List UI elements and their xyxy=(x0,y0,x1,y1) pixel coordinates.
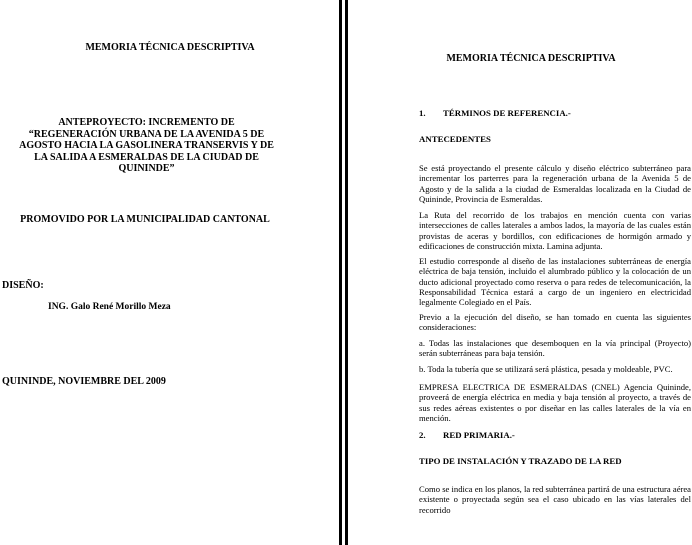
section-heading xyxy=(419,430,515,440)
cover-title: MEMORIA TÉCNICA DESCRIPTIVA xyxy=(85,42,255,53)
section-title: RED PRIMARIA.- xyxy=(443,430,515,440)
place-date: QUININDE, NOVIEMBRE DEL 2009 xyxy=(2,376,166,387)
paragraph: EMPRESA ELECTRICA DE ESMERALDAS (CNEL) Agencia Quininde, proveerá de energía eléctrica en media y baja tensión al proyecto, a través de sus redes aéreas existentes o por diseñar en las calles laterales de la vía en mención. xyxy=(419,382,691,423)
antecedentes-heading: ANTECEDENTES xyxy=(419,134,491,144)
promoter-line: PROMOVIDO POR LA MUNICIPALIDAD CANTONAL xyxy=(20,214,270,225)
paragraph: La Ruta del recorrido de los trabajos en mención cuenta con varias intersecciones de calles laterales a ambos lados, la mayoría de las cuales están provistas de aceras y bordillos, con edificaciones de hormigón armado y edificaciones de construcción mixta. Lamina adjunta. xyxy=(419,210,691,251)
cover-page xyxy=(0,0,337,545)
page-separator xyxy=(339,0,342,545)
paragraph: Previo a la ejecución del diseño, se han tomado en cuenta las siguientes consideraciones: xyxy=(419,312,691,333)
section-number: 1. xyxy=(419,108,426,118)
section-number: 2. xyxy=(419,430,426,440)
paragraph: Como se indica en los planos, la red subterránea partirá de una estructura aérea existente o proyectada según sea el caso ubicado en las vías laterales del recorrido xyxy=(419,484,691,515)
list-item: a. Todas las instalaciones que desemboquen en la vía principal (Proyecto) serán subterráneas para baja tensión. xyxy=(419,338,691,359)
project-title: ANTEPROYECTO: INCREMENTO DE “REGENERACIÓN URBANA DE LA AVENIDA 5 DE AGOSTO HACIA LA GASOLINERA TRANSERVIS Y DE LA SALIDA A ESMERALDAS DE LA CIUDAD DE QUININDE” xyxy=(19,117,274,174)
design-label: DISEÑO: xyxy=(2,280,44,291)
installation-heading: TIPO DE INSTALACIÓN Y TRAZADO DE LA RED xyxy=(419,456,622,466)
paragraph: El estudio corresponde al diseño de las instalaciones subterráneas de energía eléctrica de baja tensión, incluido el alumbrado público y la colocación de un ducto adicional proyectado como reserva o para redes de telecomunicación, la Responsabilidad Técnica estará a cargo de un ingeniero en electricidad legalmente Colegiado en el País. xyxy=(419,256,691,308)
page-separator xyxy=(345,0,348,545)
memo-title: MEMORIA TÉCNICA DESCRIPTIVA xyxy=(446,53,616,64)
section-heading xyxy=(419,108,571,118)
paragraph: Se está proyectando el presente cálculo y diseño eléctrico subterráneo para incrementar los parterres para la regeneración urbana de la Avenida 5 de Agosto y de la salida a la ciudad de Esmeraldas localizada en la Ciudad de Quininde, Provincia de Esmeraldas. xyxy=(419,163,691,204)
engineer-name: ING. Galo René Morillo Meza xyxy=(48,302,171,312)
section-title: TÉRMINOS DE REFERENCIA.- xyxy=(443,108,571,118)
memo-page xyxy=(351,0,692,545)
list-item: b. Toda la tubería que se utilizará será plástica, pesada y moldeable, PVC. xyxy=(419,364,673,374)
